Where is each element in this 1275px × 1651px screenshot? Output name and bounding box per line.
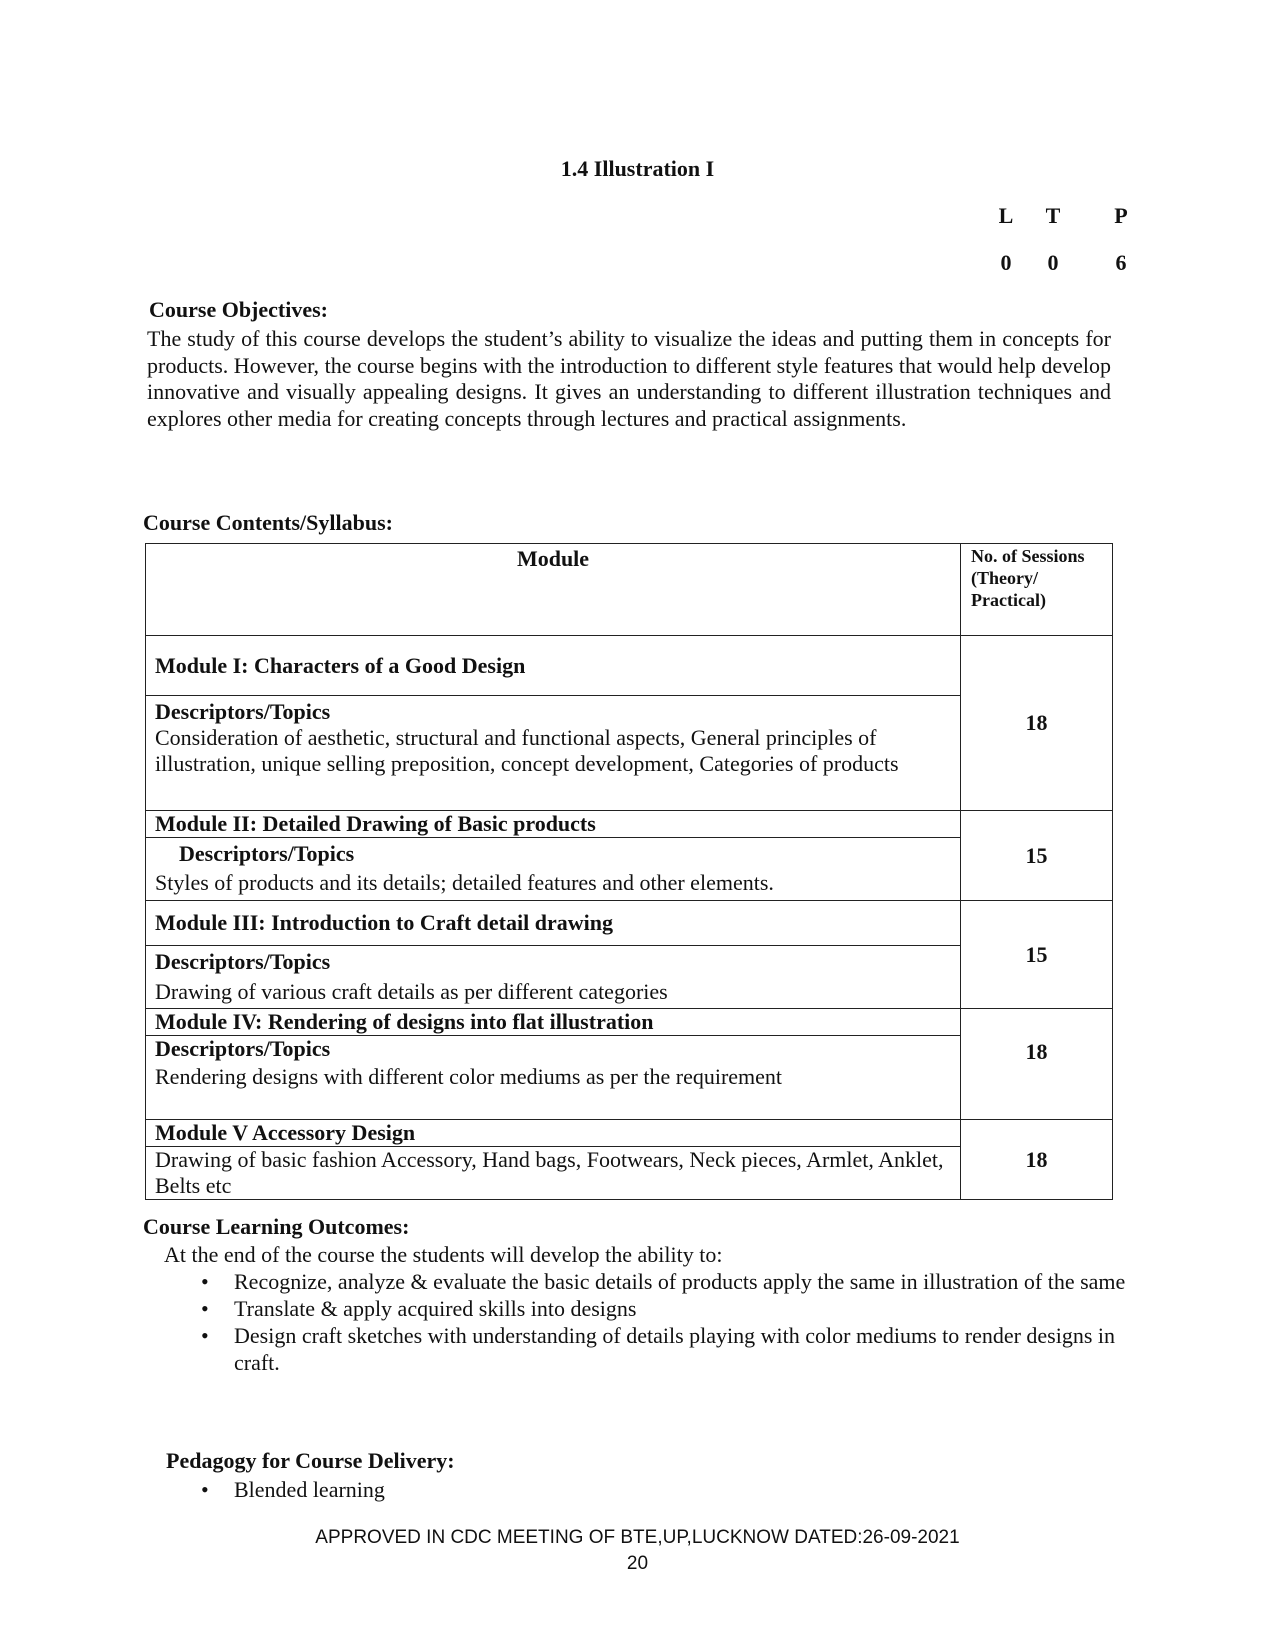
table-row bbox=[146, 636, 1113, 696]
syllabus-heading: Course Contents/Syllabus: bbox=[143, 510, 393, 535]
table-row bbox=[146, 1120, 1113, 1147]
module-description: Styles of products and its details; detailed features and other elements. bbox=[155, 870, 774, 895]
list-item: • Design craft sketches with understanding of details playing with color mediums to render designs in craft. bbox=[201, 1323, 1116, 1375]
table-row bbox=[146, 901, 1113, 946]
outcomes-heading: Course Learning Outcomes: bbox=[143, 1214, 410, 1239]
outcomes-list bbox=[143, 1268, 1143, 1376]
list-item: • Blended learning bbox=[201, 1477, 385, 1502]
pedagogy-heading: Pedagogy for Course Delivery: bbox=[166, 1448, 455, 1473]
module-descriptors-cell bbox=[146, 838, 961, 901]
module-sessions: 18 bbox=[961, 1009, 1113, 1120]
module-sessions: 18 bbox=[961, 1120, 1113, 1200]
module-description: Drawing of basic fashion Accessory, Hand bags, Footwears, Neck pieces, Armlet, Anklet, Belts etc bbox=[146, 1147, 961, 1200]
footer-approval: APPROVED IN CDC MEETING OF BTE,UP,LUCKNOW DATED:26-09-2021 bbox=[315, 1527, 960, 1548]
table-header-row bbox=[146, 544, 1113, 636]
ltp-value-t: 0 bbox=[1047, 250, 1059, 275]
module-title: Module IV: Rendering of designs into flat illustration bbox=[146, 1009, 961, 1036]
module-title: Module V Accessory Design bbox=[146, 1120, 961, 1147]
course-title: 1.4 Illustration I bbox=[560, 156, 715, 181]
module-title: Module II: Detailed Drawing of Basic products bbox=[146, 811, 961, 838]
syllabus-table bbox=[145, 543, 1113, 1200]
module-description: Rendering designs with different color mediums as per the requirement bbox=[155, 1064, 783, 1089]
pedagogy-list bbox=[143, 1476, 1143, 1503]
descriptors-label: Descriptors/Topics bbox=[179, 841, 355, 866]
bullet-icon: • bbox=[201, 1323, 209, 1348]
bullet-icon: • bbox=[201, 1477, 209, 1502]
page-number: 20 bbox=[626, 1553, 649, 1574]
ltp-header-p: P bbox=[1114, 203, 1128, 228]
module-sessions: 18 bbox=[961, 636, 1113, 811]
outcomes-intro: At the end of the course the students will develop the ability to: bbox=[164, 1242, 723, 1267]
ltp-value-l: 0 bbox=[1000, 250, 1012, 275]
module-sessions: 15 bbox=[961, 811, 1113, 901]
module-description: Drawing of various craft details as per different categories bbox=[155, 979, 668, 1004]
col-header-sessions: No. of Sessions (Theory/ Practical) bbox=[961, 544, 1113, 636]
module-description: Consideration of aesthetic, structural and functional aspects, General principles of illustration, unique selling preposition, concept development, Categories of products bbox=[155, 725, 899, 776]
list-item: • Recognize, analyze & evaluate the basic details of products apply the same in illustration of the same bbox=[201, 1269, 1126, 1294]
bullet-icon: • bbox=[201, 1296, 209, 1321]
descriptors-label: Descriptors/Topics bbox=[155, 699, 331, 724]
module-descriptors-cell bbox=[146, 696, 961, 811]
descriptors-label: Descriptors/Topics bbox=[155, 1036, 331, 1061]
table-row bbox=[146, 811, 1113, 838]
col-header-module: Module bbox=[146, 544, 961, 636]
module-title: Module I: Characters of a Good Design bbox=[146, 636, 961, 696]
ltp-header-t: T bbox=[1045, 203, 1061, 228]
module-title: Module III: Introduction to Craft detail drawing bbox=[146, 901, 961, 946]
list-item: • Translate & apply acquired skills into designs bbox=[201, 1296, 637, 1321]
table-row bbox=[146, 1009, 1113, 1036]
bullet-icon: • bbox=[201, 1269, 209, 1294]
module-sessions: 15 bbox=[961, 901, 1113, 1009]
module-descriptors-cell bbox=[146, 1036, 961, 1120]
ltp-header-l: L bbox=[998, 203, 1014, 228]
descriptors-label: Descriptors/Topics bbox=[155, 949, 331, 974]
objectives-heading: Course Objectives: bbox=[149, 297, 329, 322]
objectives-text: The study of this course develops the student’s ability to visualize the ideas and putting them in concepts for products. However, the course begins with the introduction to different style features that would help develop innovative and visually appealing designs. It gives an understanding to different illustration techniques and explores other media for creating concepts through lectures and practical assignments. bbox=[147, 326, 1111, 431]
ltp-value-p: 6 bbox=[1115, 250, 1127, 275]
module-descriptors-cell bbox=[146, 946, 961, 1009]
